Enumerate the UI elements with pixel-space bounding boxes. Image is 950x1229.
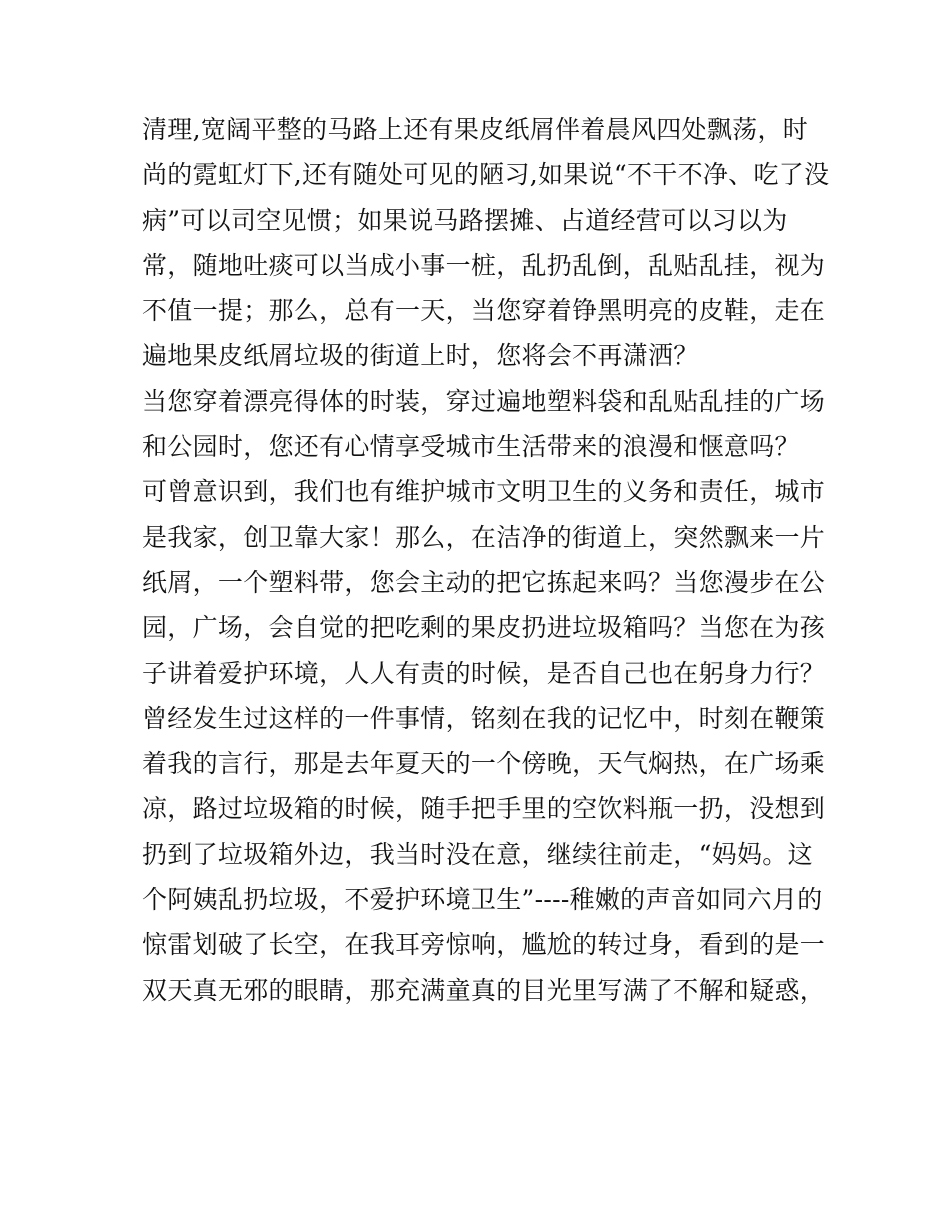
text-line: 是我家，创卫靠大家！那么，在洁净的街道上，突然飘来一片 xyxy=(142,522,826,552)
text-line: 可曾意识到，我们也有维护城市文明卫生的义务和责任，城市 xyxy=(142,477,826,507)
text-line: 园，广场，会自觉的把吃剩的果皮扔进垃圾箱吗？当您在为孩 xyxy=(142,613,826,643)
text-line: 和公园时，您还有心情享受城市生活带来的浪漫和惬意吗？ xyxy=(142,432,800,462)
text-line: 当您穿着漂亮得体的时装，穿过遍地塑料袋和乱贴乱挂的广场 xyxy=(142,386,826,416)
text-line: 遍地果皮纸屑垃圾的街道上时，您将会不再潇洒？ xyxy=(142,341,699,371)
text-line: 尚的霓虹灯下,还有随处可见的陋习,如果说“不干不净、吃了没 xyxy=(142,160,830,190)
text-line: 常，随地吐痰可以当成小事一桩，乱扔乱倒，乱贴乱挂，视为 xyxy=(142,250,826,280)
text-line: 个阿姨乱扔垃圾，不爱护环境卫生”----稚嫩的声音如同六月的 xyxy=(142,885,823,915)
text-line: 着我的言行，那是去年夏天的一个傍晚，天气焖热，在广场乘 xyxy=(142,749,826,779)
text-line: 病”可以司空见惯；如果说马路摆摊、占道经营可以习以为 xyxy=(142,205,788,235)
text-line: 纸屑，一个塑料带，您会主动的把它拣起来吗？当您漫步在公 xyxy=(142,567,826,597)
text-line: 凉，路过垃圾箱的时候，随手把手里的空饮料瓶一扔，没想到 xyxy=(142,794,826,824)
text-line: 不值一提；那么，总有一天，当您穿着铮黑明亮的皮鞋，走在 xyxy=(142,296,826,326)
text-line: 扔到了垃圾箱外边，我当时没在意，继续往前走，“妈妈。这 xyxy=(142,839,813,869)
text-line: 曾经发生过这样的一件事情，铭刻在我的记忆中，时刻在鞭策 xyxy=(142,703,826,733)
text-line: 清理,宽阔平整的马路上还有果皮纸屑伴着晨风四处飘荡，时 xyxy=(142,115,809,144)
body-text xyxy=(142,107,830,1013)
text-line: 惊雷划破了长空，在我耳旁惊响，尴尬的转过身，看到的是一 xyxy=(142,930,826,960)
text-line: 子讲着爱护环境，人人有责的时候，是否自己也在躬身力行？ xyxy=(142,658,826,688)
text-line: 双天真无邪的眼睛，那充满童真的目光里写满了不解和疑惑， xyxy=(142,975,826,1005)
